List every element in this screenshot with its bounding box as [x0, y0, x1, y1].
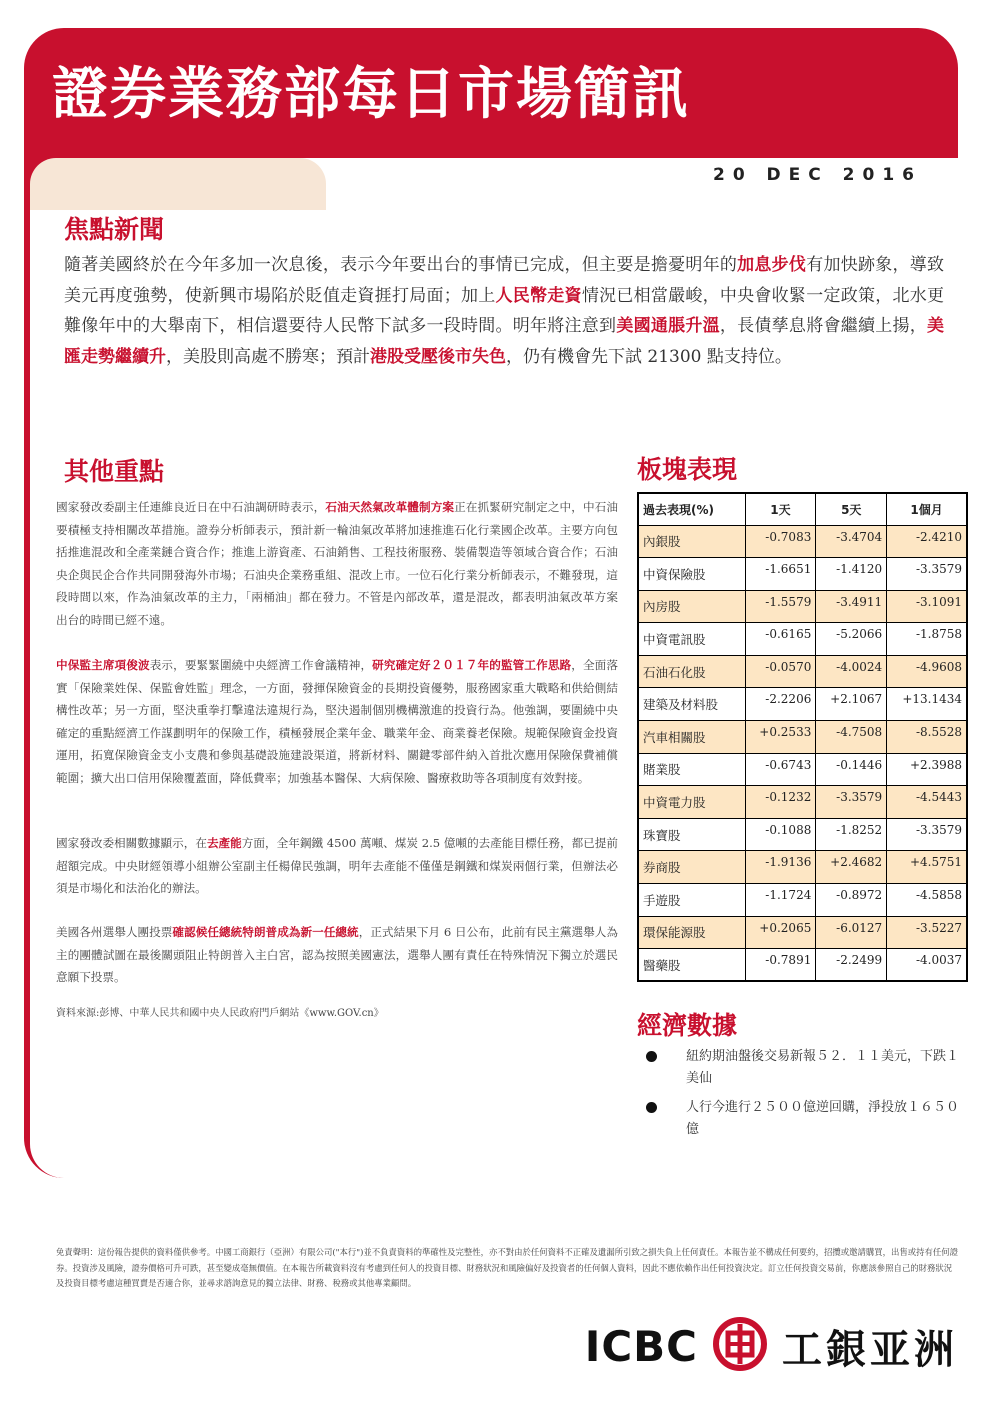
others-highlight: 研究確定好２０１７年的監管工作思路 — [372, 658, 572, 672]
others-text: 表示，要緊緊圍繞中央經濟工作會議精神， — [149, 658, 373, 672]
change-1m: -3.3579 — [887, 818, 967, 851]
others-highlight: 去產能 — [206, 836, 242, 850]
table-row — [638, 525, 967, 558]
change-1d: -1.5579 — [745, 590, 816, 623]
others-text: 美國各州選舉人團投票 — [56, 925, 173, 939]
others-paragraph — [56, 496, 618, 631]
change-5d: +2.1067 — [816, 688, 887, 721]
change-1d: -0.7083 — [745, 525, 816, 558]
sector-name: 內房股 — [638, 590, 745, 623]
change-1m: +13.1434 — [887, 688, 967, 721]
economy-list — [640, 1046, 960, 1148]
others-highlight: 石油天然氣改革體制方案 — [325, 500, 455, 514]
change-1d: +0.2533 — [745, 721, 816, 754]
bullet-icon — [646, 1102, 657, 1113]
sector-name: 中資電力股 — [638, 786, 745, 819]
table-row — [638, 949, 967, 982]
table-row — [638, 721, 967, 754]
change-5d: +2.4682 — [816, 851, 887, 884]
col-header-5d: 5天 — [816, 493, 887, 525]
others-paragraph — [56, 832, 618, 900]
economy-item-text: 人行今進行２５００億逆回購，淨投放１６５０億 — [686, 1100, 960, 1137]
change-5d: -0.1446 — [816, 753, 887, 786]
table-row — [638, 786, 967, 819]
others-text: 國家發改委相關數據顯示，在 — [56, 836, 207, 850]
others-text: ，全面落實「保險業姓保、保監會姓監」理念，一方面，發揮保險資金的長期投資優勢，服務國家重大戰略和供給側結構性改革；另一方面，堅決重拳打擊違法違規行為，堅決遏制個別機構激進的投資行為。他強調，要圍繞中央確定的重點經濟工作謀劃明年的保險工作，積極發展企業年金、職業年金、商業養老保險。規範保險資金投資運用，拓寬保險資金支小支農和參與基礎設施建設渠道，將新材料、關鍵零部件納入首批次應用保險保費補償範圍；擴大出口信用保險覆蓋面，降低費率；加強基本醫保、大病保險、醫療救助等各項制度有效對接。 — [56, 658, 618, 785]
sector-name: 手遊股 — [638, 884, 745, 917]
logo-latin: ICBC — [584, 1321, 698, 1371]
change-1m: -1.8758 — [887, 623, 967, 656]
sector-table-header — [638, 493, 967, 525]
change-1d: -1.6651 — [745, 558, 816, 591]
others-highlight: 確認候任總統特朗普成為新一任總統 — [172, 925, 359, 939]
change-5d: -4.0024 — [816, 655, 887, 688]
change-1m: -3.5227 — [887, 916, 967, 949]
table-row — [638, 851, 967, 884]
economy-heading: 經濟數據 — [637, 1011, 738, 1040]
others-text: 正在抓緊研究制定之中，中石油要積極支持相關改革措施。證券分析師表示，預計新一輪油氣改革將加速推進石化行業國企改革。主要方向包括推進混改和全產業鏈合資合作；推進上游資產、石油銷售、工程技術服務、裝備製造等領域合資合作；石油央企與民企合作共同開發海外市場；石油央企業務重組、混改上市。一位石化行業分析師表示，不難發現，這段時間以來，作為油氣改革的主力，「兩桶油」都在發力。不管是內部改革，還是混改，都表明油氣改革方案出台的時間已經不遠。 — [56, 500, 618, 627]
sector-name: 汽車相關股 — [638, 721, 745, 754]
sectors-heading: 板塊表現 — [637, 455, 738, 484]
table-row — [638, 916, 967, 949]
focus-highlight: 美匯走勢繼續升 — [64, 316, 945, 367]
change-5d: -3.4704 — [816, 525, 887, 558]
others-heading: 其他重點 — [64, 457, 165, 486]
table-row — [638, 655, 967, 688]
change-1d: -0.1232 — [745, 786, 816, 819]
sector-table — [637, 492, 968, 982]
change-1d: -1.1724 — [745, 884, 816, 917]
focus-text: 隨著美國終於在今年多加一次息後，表示今年要出台的事情已完成，但主要是擔憂明年的 — [64, 255, 738, 275]
focus-heading: 焦點新聞 — [64, 215, 165, 244]
change-1m: -8.5528 — [887, 721, 967, 754]
change-1d: -2.2206 — [745, 688, 816, 721]
sector-name: 環保能源股 — [638, 916, 745, 949]
change-1m: -4.5443 — [887, 786, 967, 819]
change-1m: -3.3579 — [887, 558, 967, 591]
change-1m: -2.4210 — [887, 525, 967, 558]
focus-highlight: 美國通脹升溫 — [616, 316, 720, 336]
economy-item-text: 紐約期油盤後交易新報５２．１１美元，下跌１美仙 — [686, 1049, 960, 1086]
logo-chinese: 工銀亚洲 — [782, 1326, 958, 1373]
report-date: 20 DEC 2016 — [712, 165, 922, 185]
col-header-1m: 1個月 — [887, 493, 967, 525]
change-5d: -1.4120 — [816, 558, 887, 591]
change-1m: -4.9608 — [887, 655, 967, 688]
sector-name: 醫藥股 — [638, 949, 745, 982]
table-row — [638, 558, 967, 591]
focus-highlight: 加息步伐 — [737, 255, 807, 275]
change-1d: -0.6743 — [745, 753, 816, 786]
bullet-icon — [646, 1051, 657, 1062]
change-1m: -4.5858 — [887, 884, 967, 917]
others-paragraph — [56, 921, 618, 989]
sector-name: 中資電訊股 — [638, 623, 745, 656]
focus-text: 情況已相當嚴峻，中央會收緊一定政策，北水更難像年中的大舉南下，相信還要待人民幣下試多一段時間。明年將注意到 — [64, 285, 945, 336]
change-5d: -6.0127 — [816, 916, 887, 949]
focus-text: ，仍有機會先下試 21300 點支持位。 — [506, 346, 792, 367]
change-1d: -1.9136 — [745, 851, 816, 884]
col-header-period: 過去表現(%) — [638, 493, 745, 525]
header-tab — [30, 158, 326, 210]
change-1m: +2.3988 — [887, 753, 967, 786]
change-5d: -2.2499 — [816, 949, 887, 982]
icbc-logo — [585, 1318, 958, 1374]
change-5d: -0.8972 — [816, 884, 887, 917]
change-1m: -3.1091 — [887, 590, 967, 623]
change-5d: -5.2066 — [816, 623, 887, 656]
source-note: 資料來源:彭博、中華人民共和國中央人民政府門戶網站《www.GOV.cn》 — [56, 1008, 384, 1019]
icbc-seal-icon — [712, 1316, 768, 1376]
table-row — [638, 590, 967, 623]
change-1m: -4.0037 — [887, 949, 967, 982]
col-header-1d: 1天 — [745, 493, 816, 525]
table-row — [638, 688, 967, 721]
others-text: ，正式結果下月 6 日公布，此前有民主黨選舉人為主的團體試圖在最後關頭阻止特朗普入主白宮，認為按照美國憲法，選舉人團有責任在特殊情況下獨立於選民意願下投票。 — [56, 925, 618, 984]
sector-name: 券商股 — [638, 851, 745, 884]
focus-body — [64, 250, 944, 372]
table-row — [638, 623, 967, 656]
focus-highlight: 人民幣走資 — [495, 285, 582, 306]
change-5d: -3.3579 — [816, 786, 887, 819]
others-text: 國家發改委副主任連維良近日在中石油調研時表示， — [56, 500, 326, 514]
table-row — [638, 753, 967, 786]
focus-text: ，美股則高處不勝寒；預計 — [166, 346, 370, 367]
sector-name: 石油石化股 — [638, 655, 745, 688]
economy-item — [640, 1097, 960, 1141]
sector-name: 賭業股 — [638, 753, 745, 786]
sector-name: 中資保險股 — [638, 558, 745, 591]
sector-name: 珠寶股 — [638, 818, 745, 851]
change-1d: -0.1088 — [745, 818, 816, 851]
sector-name: 建築及材料股 — [638, 688, 745, 721]
others-paragraph — [56, 654, 618, 789]
focus-text: 有加快跡象，導致美元再度強勢，使新興市場陷於貶值走資捱打局面；加上 — [64, 255, 945, 306]
change-1d: -0.6165 — [745, 623, 816, 656]
others-text: 方面，全年鋼鐵 4500 萬噸、煤炭 2.5 億噸的去產能目標任務，都已提前超額完成。中央財經領導小組辦公室副主任楊偉民強調，明年去產能不僅僅是鋼鐵和煤炭兩個行業，但辦法必須是市場化和法治化的辦法。 — [56, 836, 618, 895]
sector-name: 內銀股 — [638, 525, 745, 558]
change-5d: -1.8252 — [816, 818, 887, 851]
page-title: 證券業務部每日市場簡訊 — [52, 62, 690, 127]
economy-item — [640, 1046, 960, 1090]
table-row — [638, 818, 967, 851]
focus-text: ，長債孳息將會繼續上揚， — [719, 316, 928, 336]
change-1m: +4.5751 — [887, 851, 967, 884]
others-highlight: 中保監主席項俊波 — [56, 658, 150, 672]
change-1d: -0.0570 — [745, 655, 816, 688]
disclaimer: 免責聲明：這份報告提供的資料僅供參考。中國工商銀行（亞洲）有限公司("本行")並不負責資料的準確性及完整性，亦不對由於任何資料不正確及遺漏所引致之損失負上任何責任。本報告並不構成任何要約，招攬或邀請購買，出售或持有任何證券。投資涉及風險，證券價格可升可跌，甚至變成毫無價值。在本報告所載資料沒有考慮到任何人的投資目標、財務狀況和風險偏好及投資者的任何個人資料，因此不應依賴作出任何投資決定。訂立任何投資交易前，你應該參照自己的財務狀況及投資目標考慮這種買賣是否適合你，並尋求諮詢意見的獨立法律、財務、稅務或其他專業顧問。 — [56, 1247, 958, 1288]
change-1d: -0.7891 — [745, 949, 816, 982]
focus-highlight: 港股受壓後市失色 — [370, 346, 506, 367]
change-5d: -4.7508 — [816, 721, 887, 754]
table-row — [638, 884, 967, 917]
change-5d: -3.4911 — [816, 590, 887, 623]
change-1d: +0.2065 — [745, 916, 816, 949]
